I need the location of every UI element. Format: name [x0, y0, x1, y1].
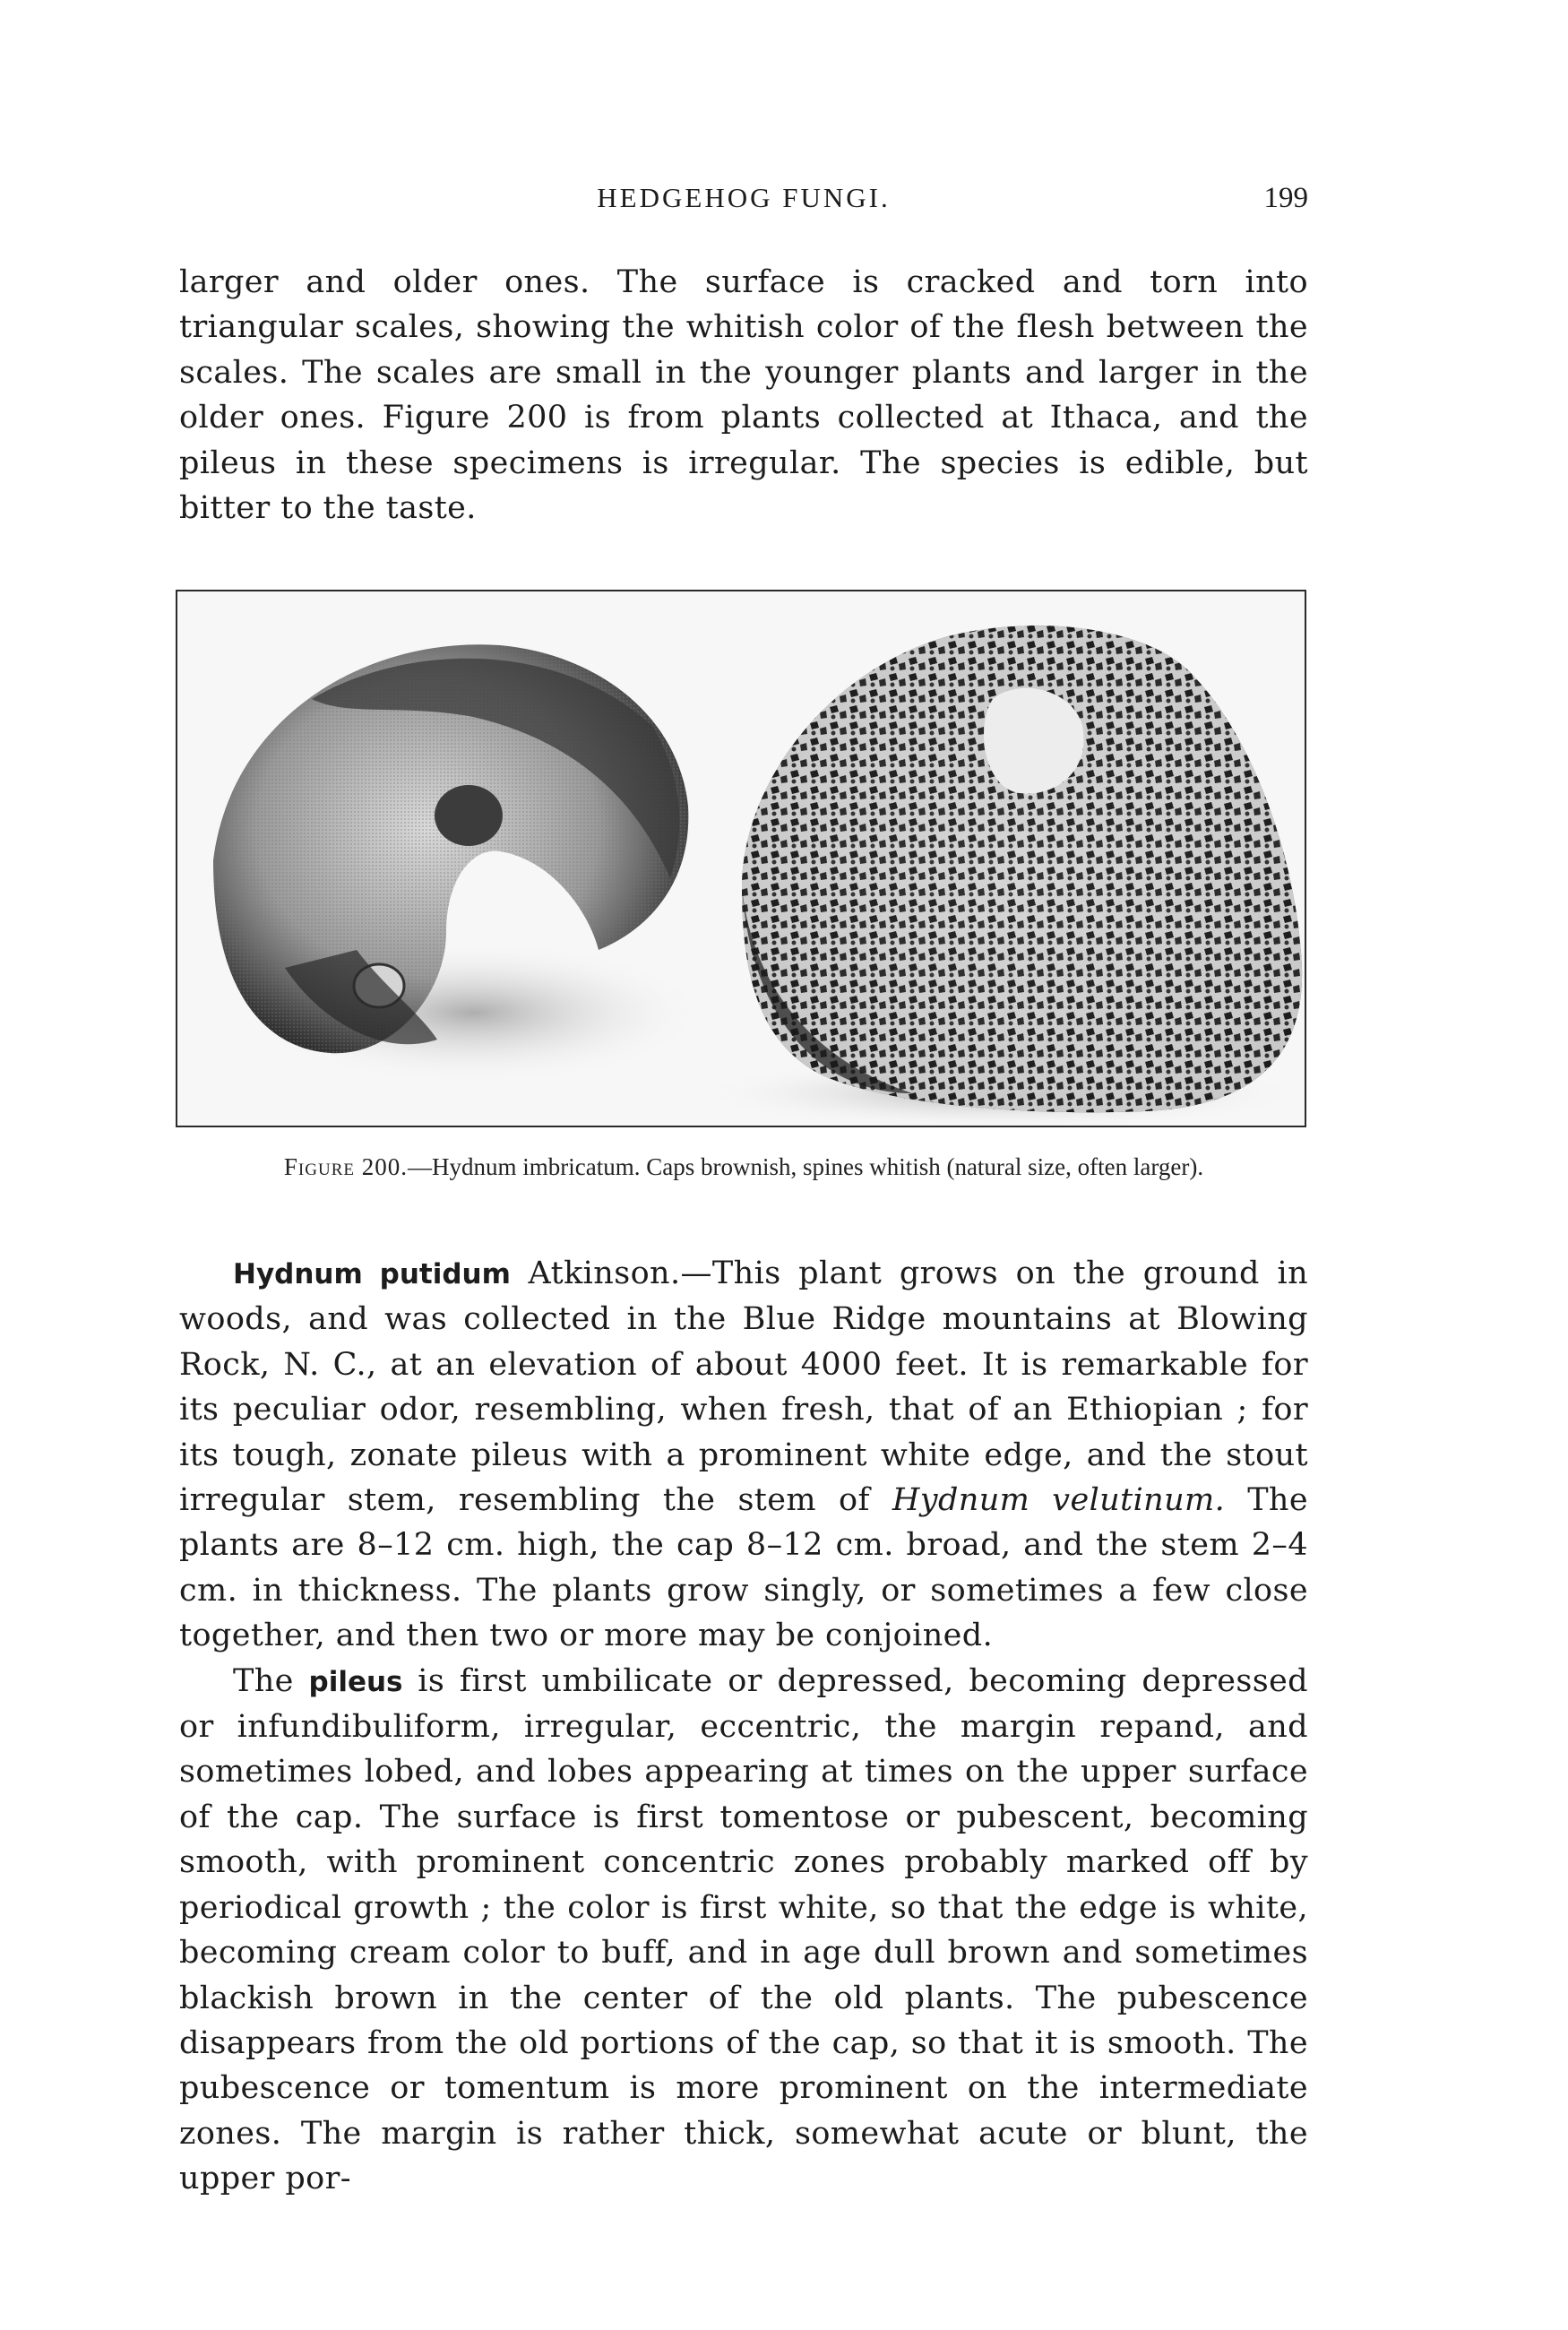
running-head — [179, 182, 1308, 223]
body-text — [179, 1251, 1308, 2202]
paragraph-text: The plants are 8–12 cm. high, the cap 8–12 cm. broad, and the stem 2–4 cm. in thickness. The plants grow singly, or sometimes a few close together, and then two or more may be conjoined. — [179, 1482, 1308, 1654]
hydnum-putidum-paragraph — [179, 1251, 1308, 1659]
figure-label: Figure 200. — [283, 1153, 408, 1180]
running-title: HEDGEHOG FUNGI. — [597, 182, 891, 213]
continued-paragraph — [179, 260, 1308, 531]
right-mushroom-specimen — [697, 626, 1305, 1126]
caption-text: —Hydnum imbricatum. Caps brownish, spines whitish (natural size, often larger). — [407, 1153, 1204, 1180]
paragraph-text: larger and older ones. The surface is cracked and torn into triangular scales, showing the whitish color of the flesh between the scales. The scales are small in the younger plants and larger in the older ones. Figure 200 is from plants collected at Ithaca, and the pileus in these specimens is irregular. The species is edible, but bitter to the taste. — [179, 264, 1308, 527]
paragraph-text: Atkinson.—This plant grows on the ground in woods, and was collected in the Blue Ridge mountains at Blowing Rock, N. C., at an elevation of about 4000 feet. It is remarkable for its peculiar odor, resembling, when fresh, that of an Ethiopian ; for its tough, zonate pileus with a prominent white edge, and the stout irregular stem, resembling the stem of — [179, 1256, 1309, 1519]
italic-species-name: Hydnum velutinum. — [892, 1482, 1226, 1519]
mushroom-photograph — [177, 591, 1305, 1126]
page-number: 199 — [1263, 182, 1308, 214]
figure-200-photo — [176, 590, 1306, 1127]
left-mushroom-specimen — [213, 644, 706, 1084]
pileus-term: pileus — [308, 1665, 403, 1698]
paragraph-text: is first umbilicate or depressed, becoming depressed or infundibuliform, irregular, eccentric, the margin repand, and sometimes lobed, and lobes appearing at times on the upper surface of the cap. The surface is first tomentose or pubescent, becoming smooth, with prominent concentric zones probably marked off by periodical growth ; the color is first white, so that the edge is white, becoming cream color to buff, and in age dull brown and sometimes blackish brown in the center of the old plants. The pubescence disappears from the old portions of the cap, so that it is smooth. The pubescence or tomentum is more prominent on the intermediate zones. The margin is rather thick, somewhat acute or blunt, the upper por- — [179, 1662, 1308, 2197]
species-heading: Hydnum putidum — [233, 1258, 511, 1290]
paragraph-text: The — [233, 1662, 309, 1699]
figure-caption — [179, 1152, 1308, 1182]
pileus-paragraph — [179, 1659, 1308, 2202]
